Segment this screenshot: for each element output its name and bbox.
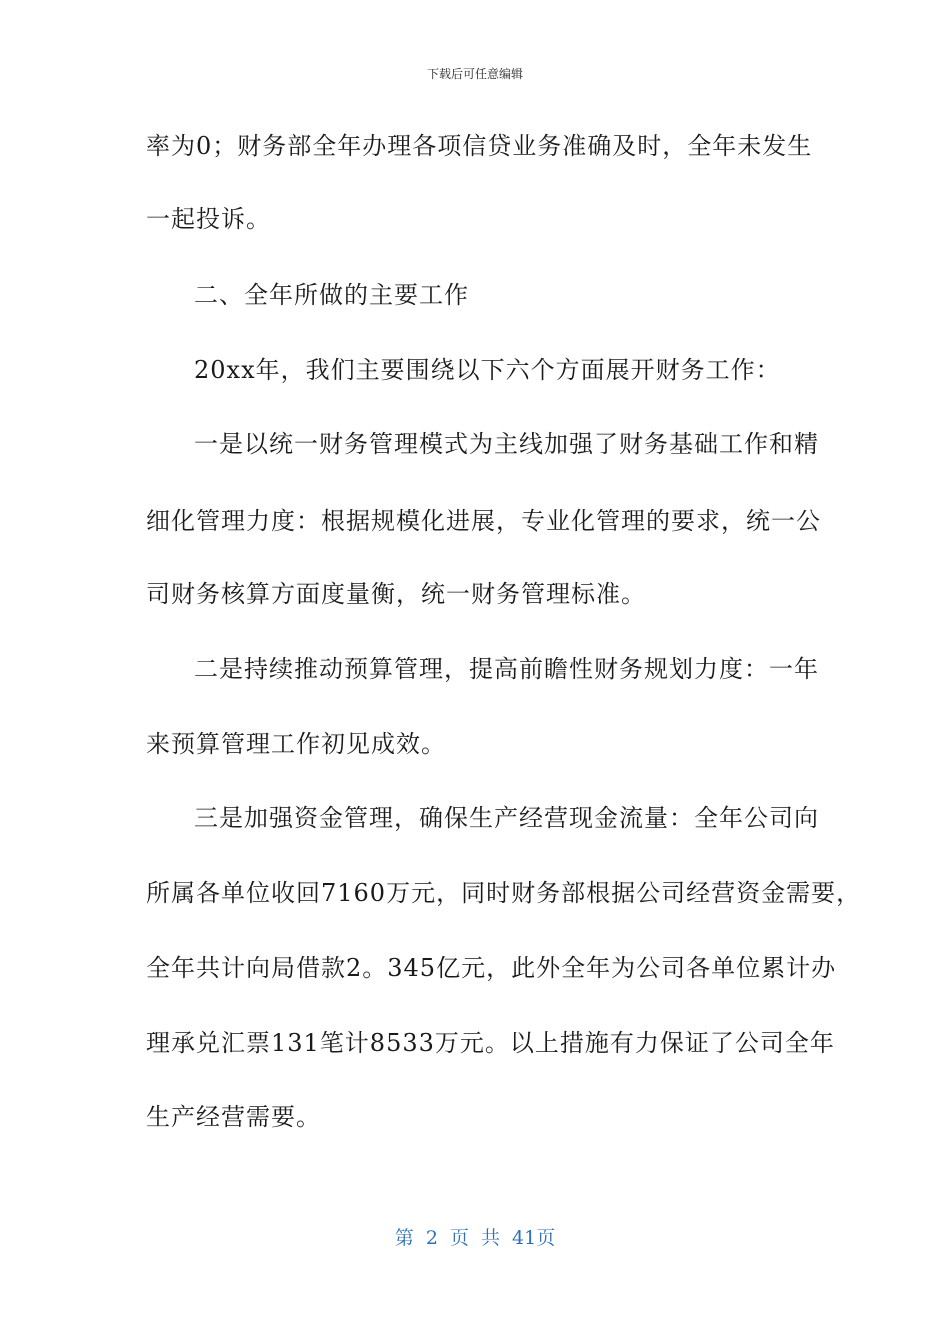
body-line-13: 理承兑汇票131笔计8533万元。以上措施有力保证了公司全年 <box>146 1029 835 1057</box>
body-line-9: 来预算管理工作初见成效。 <box>146 730 446 758</box>
page-header: 下载后可任意编辑 <box>426 67 523 81</box>
body-line-14: 生产经营需要。 <box>146 1103 321 1131</box>
section-heading: 二、全年所做的主要工作 <box>194 281 469 309</box>
body-line-5: 一是以统一财务管理模式为主线加强了财务基础工作和精 <box>194 430 819 458</box>
body-line-4: 20xx年，我们主要围绕以下六个方面展开财务工作： <box>194 356 781 384</box>
body-line-11: 所属各单位收回7160万元，同时财务部根据公司经营资金需要， <box>146 879 862 907</box>
body-line-10: 三是加强资金管理，确保生产经营现金流量：全年公司向 <box>194 804 819 832</box>
body-line-7: 司财务核算方面度量衡，统一财务管理标准。 <box>146 580 646 608</box>
body-line-6: 细化管理力度：根据规模化进展，专业化管理的要求，统一公 <box>146 507 821 535</box>
body-line-8: 二是持续推动预算管理，提高前瞻性财务规划力度：一年 <box>194 655 819 683</box>
body-line-12: 全年共计向局借款2。345亿元，此外全年为公司各单位累计办 <box>146 954 837 982</box>
page-number-footer: 第 2 页 共 41页 <box>394 1227 556 1249</box>
body-line-1: 率为0；财务部全年办理各项信贷业务准确及时，全年未发生 <box>146 132 813 160</box>
body-line-2: 一起投诉。 <box>146 205 271 233</box>
